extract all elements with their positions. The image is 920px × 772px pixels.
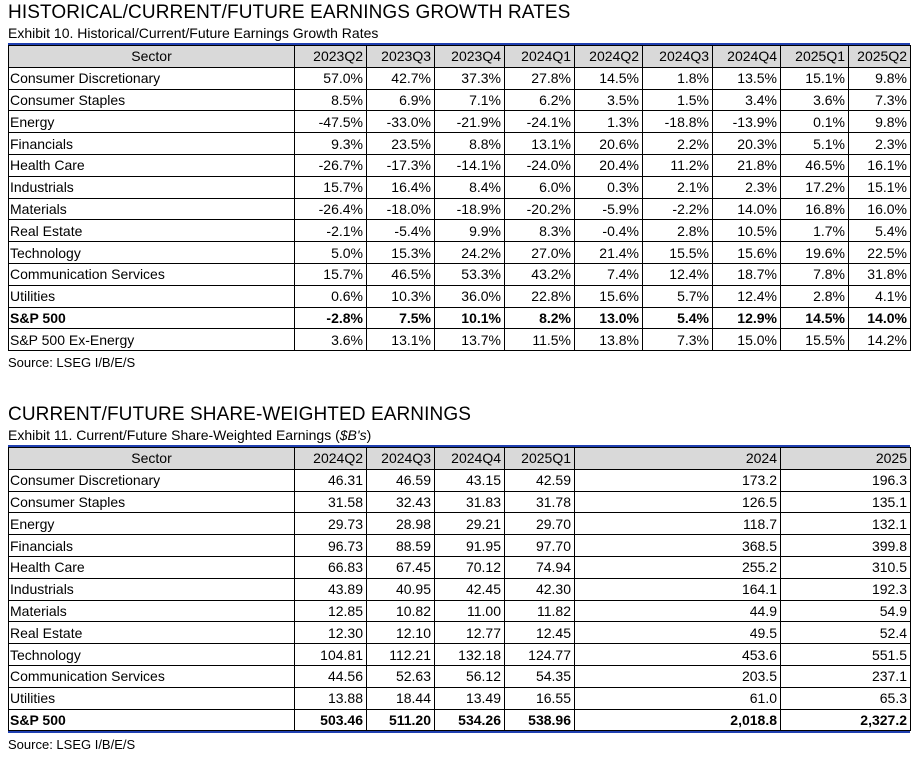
value-cell: 192.3	[781, 578, 911, 600]
value-cell: 54.9	[781, 600, 911, 622]
value-cell: 43.89	[295, 578, 367, 600]
column-header: 2024Q3	[367, 448, 435, 470]
value-cell: 7.8%	[781, 263, 849, 285]
value-cell: 42.30	[505, 578, 575, 600]
value-cell: -24.0%	[505, 154, 575, 176]
value-cell: 11.5%	[505, 329, 575, 351]
value-cell: 453.6	[575, 644, 781, 666]
value-cell: 13.88	[295, 687, 367, 709]
table-row	[9, 67, 911, 89]
column-header: 2024	[575, 448, 781, 470]
value-cell: 13.1%	[367, 329, 435, 351]
value-cell: 538.96	[505, 709, 575, 731]
growth-rates-table	[8, 45, 911, 351]
value-cell: 14.5%	[575, 67, 643, 89]
value-cell: 8.5%	[295, 89, 367, 111]
sector-label: S&P 500	[9, 709, 295, 731]
value-cell: 9.8%	[849, 111, 911, 133]
value-cell: 20.6%	[575, 133, 643, 155]
value-cell: 12.30	[295, 622, 367, 644]
table-row	[9, 469, 911, 491]
value-cell: 2.8%	[643, 220, 713, 242]
share-weighted-earnings-table	[8, 447, 911, 731]
column-header: 2024Q4	[435, 448, 505, 470]
value-cell: 32.43	[367, 491, 435, 513]
exhibit-11-title-suffix: )	[366, 427, 372, 443]
sector-label: Health Care	[9, 154, 295, 176]
value-cell: 2.2%	[643, 133, 713, 155]
value-cell: 5.4%	[643, 307, 713, 329]
value-cell: 67.45	[367, 556, 435, 578]
value-cell: 12.4%	[643, 263, 713, 285]
value-cell: 22.8%	[505, 285, 575, 307]
value-cell: 44.9	[575, 600, 781, 622]
value-cell: 15.1%	[781, 67, 849, 89]
value-cell: 2,018.8	[575, 709, 781, 731]
value-cell: 7.3%	[849, 89, 911, 111]
value-cell: 70.12	[435, 556, 505, 578]
value-cell: -24.1%	[505, 111, 575, 133]
value-cell: 18.44	[367, 687, 435, 709]
growth-rates-header-row	[9, 46, 911, 68]
value-cell: 7.1%	[435, 89, 505, 111]
column-header: 2024Q4	[713, 46, 781, 68]
value-cell: 14.0%	[713, 198, 781, 220]
value-cell: 0.6%	[295, 285, 367, 307]
table-row	[9, 242, 911, 264]
value-cell: 14.5%	[781, 307, 849, 329]
value-cell: 46.59	[367, 469, 435, 491]
value-cell: 3.6%	[295, 329, 367, 351]
sector-label: Real Estate	[9, 622, 295, 644]
value-cell: 88.59	[367, 535, 435, 557]
value-cell: 20.3%	[713, 133, 781, 155]
value-cell: 8.2%	[505, 307, 575, 329]
value-cell: 57.0%	[295, 67, 367, 89]
value-cell: 9.8%	[849, 67, 911, 89]
value-cell: 511.20	[367, 709, 435, 731]
value-cell: 124.77	[505, 644, 575, 666]
value-cell: 29.70	[505, 513, 575, 535]
value-cell: 173.2	[575, 469, 781, 491]
table-row	[9, 220, 911, 242]
value-cell: 15.7%	[295, 176, 367, 198]
value-cell: 196.3	[781, 469, 911, 491]
value-cell: 29.73	[295, 513, 367, 535]
value-cell: 118.7	[575, 513, 781, 535]
value-cell: 15.6%	[575, 285, 643, 307]
table-row	[9, 687, 911, 709]
value-cell: 3.4%	[713, 89, 781, 111]
value-cell: 8.4%	[435, 176, 505, 198]
table-row	[9, 709, 911, 731]
value-cell: -2.8%	[295, 307, 367, 329]
value-cell: 21.8%	[713, 154, 781, 176]
earnings-header-row	[9, 448, 911, 470]
sector-label: Health Care	[9, 556, 295, 578]
column-header: Sector	[9, 448, 295, 470]
value-cell: 18.7%	[713, 263, 781, 285]
value-cell: 53.3%	[435, 263, 505, 285]
table-row	[9, 307, 911, 329]
value-cell: -18.9%	[435, 198, 505, 220]
value-cell: 97.70	[505, 535, 575, 557]
value-cell: 13.0%	[575, 307, 643, 329]
sector-label: Financials	[9, 535, 295, 557]
value-cell: -26.4%	[295, 198, 367, 220]
value-cell: 13.5%	[713, 67, 781, 89]
table-row	[9, 285, 911, 307]
exhibit-10-section	[8, 2, 910, 371]
sector-label: Utilities	[9, 285, 295, 307]
value-cell: 1.3%	[575, 111, 643, 133]
value-cell: 10.1%	[435, 307, 505, 329]
value-cell: 132.18	[435, 644, 505, 666]
value-cell: 6.9%	[367, 89, 435, 111]
column-header: 2024Q2	[575, 46, 643, 68]
sector-label: Consumer Staples	[9, 89, 295, 111]
value-cell: 40.95	[367, 578, 435, 600]
value-cell: 10.5%	[713, 220, 781, 242]
column-header: Sector	[9, 46, 295, 68]
value-cell: 42.45	[435, 578, 505, 600]
value-cell: 0.1%	[781, 111, 849, 133]
value-cell: 46.5%	[367, 263, 435, 285]
table-row	[9, 111, 911, 133]
value-cell: 9.3%	[295, 133, 367, 155]
exhibit-11-title-prefix: Exhibit 11. Current/Future Share-Weighted Earnings (	[8, 427, 340, 443]
exhibit-10-source: Source: LSEG I/B/E/S	[8, 355, 136, 371]
table-row	[9, 513, 911, 535]
value-cell: 7.3%	[643, 329, 713, 351]
value-cell: 16.4%	[367, 176, 435, 198]
value-cell: -18.8%	[643, 111, 713, 133]
value-cell: -18.0%	[367, 198, 435, 220]
sector-label: Consumer Discretionary	[9, 469, 295, 491]
value-cell: -2.2%	[643, 198, 713, 220]
sector-label: Energy	[9, 111, 295, 133]
value-cell: 5.7%	[643, 285, 713, 307]
value-cell: 8.8%	[435, 133, 505, 155]
value-cell: 61.0	[575, 687, 781, 709]
table-row	[9, 644, 911, 666]
value-cell: -14.1%	[435, 154, 505, 176]
column-header: 2025Q1	[505, 448, 575, 470]
table-row	[9, 535, 911, 557]
value-cell: -0.4%	[575, 220, 643, 242]
value-cell: 13.1%	[505, 133, 575, 155]
value-cell: 15.5%	[781, 329, 849, 351]
value-cell: 203.5	[575, 665, 781, 687]
value-cell: 43.2%	[505, 263, 575, 285]
value-cell: 399.8	[781, 535, 911, 557]
table-row	[9, 491, 911, 513]
value-cell: -5.9%	[575, 198, 643, 220]
growth-rates-body	[9, 67, 911, 350]
value-cell: 9.9%	[435, 220, 505, 242]
value-cell: 42.7%	[367, 67, 435, 89]
value-cell: 56.12	[435, 665, 505, 687]
value-cell: 24.2%	[435, 242, 505, 264]
value-cell: 66.83	[295, 556, 367, 578]
value-cell: 65.3	[781, 687, 911, 709]
value-cell: 91.95	[435, 535, 505, 557]
sector-label: S&P 500 Ex-Energy	[9, 329, 295, 351]
column-header: 2023Q2	[295, 46, 367, 68]
value-cell: 15.3%	[367, 242, 435, 264]
table-row	[9, 154, 911, 176]
value-cell: 104.81	[295, 644, 367, 666]
exhibit-11-heading: CURRENT/FUTURE SHARE-WEIGHTED EARNINGS	[8, 404, 471, 425]
value-cell: 16.0%	[849, 198, 911, 220]
table-row	[9, 665, 911, 687]
value-cell: 44.56	[295, 665, 367, 687]
value-cell: 31.83	[435, 491, 505, 513]
sector-label: Technology	[9, 644, 295, 666]
column-header: 2023Q3	[367, 46, 435, 68]
sector-label: Materials	[9, 198, 295, 220]
value-cell: 14.2%	[849, 329, 911, 351]
value-cell: 19.6%	[781, 242, 849, 264]
value-cell: 27.0%	[505, 242, 575, 264]
value-cell: 11.2%	[643, 154, 713, 176]
value-cell: 8.3%	[505, 220, 575, 242]
value-cell: 11.82	[505, 600, 575, 622]
table-row	[9, 198, 911, 220]
value-cell: 3.5%	[575, 89, 643, 111]
sector-label: Technology	[9, 242, 295, 264]
value-cell: 52.4	[781, 622, 911, 644]
table-row	[9, 622, 911, 644]
value-cell: -17.3%	[367, 154, 435, 176]
value-cell: 4.1%	[849, 285, 911, 307]
value-cell: 46.5%	[781, 154, 849, 176]
value-cell: -5.4%	[367, 220, 435, 242]
sector-label: Materials	[9, 600, 295, 622]
value-cell: 37.3%	[435, 67, 505, 89]
value-cell: -33.0%	[367, 111, 435, 133]
value-cell: 6.2%	[505, 89, 575, 111]
value-cell: 12.85	[295, 600, 367, 622]
exhibit-11-title	[8, 427, 910, 444]
column-header: 2024Q1	[505, 46, 575, 68]
exhibit-11-source: Source: LSEG I/B/E/S	[8, 737, 136, 753]
value-cell: 15.0%	[713, 329, 781, 351]
table-row	[9, 556, 911, 578]
value-cell: 10.3%	[367, 285, 435, 307]
sector-label: Communication Services	[9, 263, 295, 285]
table-row	[9, 578, 911, 600]
value-cell: 16.8%	[781, 198, 849, 220]
value-cell: 5.0%	[295, 242, 367, 264]
value-cell: 135.1	[781, 491, 911, 513]
sector-label: Communication Services	[9, 665, 295, 687]
value-cell: 14.0%	[849, 307, 911, 329]
value-cell: 0.3%	[575, 176, 643, 198]
value-cell: 237.1	[781, 665, 911, 687]
value-cell: -13.9%	[713, 111, 781, 133]
value-cell: 2.3%	[849, 133, 911, 155]
value-cell: 20.4%	[575, 154, 643, 176]
value-cell: 255.2	[575, 556, 781, 578]
value-cell: 132.1	[781, 513, 911, 535]
sector-label: Real Estate	[9, 220, 295, 242]
value-cell: 3.6%	[781, 89, 849, 111]
value-cell: -20.2%	[505, 198, 575, 220]
value-cell: 46.31	[295, 469, 367, 491]
value-cell: 49.5	[575, 622, 781, 644]
value-cell: 12.10	[367, 622, 435, 644]
table-row	[9, 133, 911, 155]
column-header: 2023Q4	[435, 46, 505, 68]
value-cell: -21.9%	[435, 111, 505, 133]
value-cell: 23.5%	[367, 133, 435, 155]
sector-label: Utilities	[9, 687, 295, 709]
value-cell: 310.5	[781, 556, 911, 578]
value-cell: 12.4%	[713, 285, 781, 307]
value-cell: 7.4%	[575, 263, 643, 285]
column-header: 2024Q2	[295, 448, 367, 470]
value-cell: -26.7%	[295, 154, 367, 176]
column-header: 2025Q2	[849, 46, 911, 68]
column-header: 2025	[781, 448, 911, 470]
value-cell: 54.35	[505, 665, 575, 687]
table-row	[9, 263, 911, 285]
sector-label: Financials	[9, 133, 295, 155]
value-cell: 5.1%	[781, 133, 849, 155]
value-cell: 2.8%	[781, 285, 849, 307]
value-cell: 31.58	[295, 491, 367, 513]
value-cell: 15.5%	[643, 242, 713, 264]
sector-label: Energy	[9, 513, 295, 535]
sector-label: Consumer Discretionary	[9, 67, 295, 89]
value-cell: 6.0%	[505, 176, 575, 198]
value-cell: 1.5%	[643, 89, 713, 111]
exhibit-10-title: Exhibit 10. Historical/Current/Future Earnings Growth Rates	[8, 25, 379, 41]
table-row	[9, 176, 911, 198]
value-cell: 43.15	[435, 469, 505, 491]
exhibit-10-heading: HISTORICAL/CURRENT/FUTURE EARNINGS GROWTH RATES	[8, 2, 571, 23]
table-row	[9, 89, 911, 111]
value-cell: 126.5	[575, 491, 781, 513]
value-cell: 13.49	[435, 687, 505, 709]
exhibit-11-bottom-rule	[8, 731, 910, 733]
value-cell: 2.1%	[643, 176, 713, 198]
earnings-body	[9, 469, 911, 731]
value-cell: 36.0%	[435, 285, 505, 307]
value-cell: 7.5%	[367, 307, 435, 329]
value-cell: 12.77	[435, 622, 505, 644]
value-cell: 74.94	[505, 556, 575, 578]
value-cell: 13.8%	[575, 329, 643, 351]
value-cell: -47.5%	[295, 111, 367, 133]
value-cell: 368.5	[575, 535, 781, 557]
value-cell: 31.8%	[849, 263, 911, 285]
value-cell: 503.46	[295, 709, 367, 731]
value-cell: 15.6%	[713, 242, 781, 264]
value-cell: 29.21	[435, 513, 505, 535]
value-cell: 12.45	[505, 622, 575, 644]
value-cell: 2,327.2	[781, 709, 911, 731]
value-cell: 31.78	[505, 491, 575, 513]
value-cell: 16.1%	[849, 154, 911, 176]
value-cell: 10.82	[367, 600, 435, 622]
value-cell: 27.8%	[505, 67, 575, 89]
value-cell: 12.9%	[713, 307, 781, 329]
value-cell: 15.7%	[295, 263, 367, 285]
value-cell: 534.26	[435, 709, 505, 731]
value-cell: 21.4%	[575, 242, 643, 264]
value-cell: 15.1%	[849, 176, 911, 198]
value-cell: 112.21	[367, 644, 435, 666]
value-cell: -2.1%	[295, 220, 367, 242]
table-row	[9, 329, 911, 351]
value-cell: 5.4%	[849, 220, 911, 242]
value-cell: 42.59	[505, 469, 575, 491]
table-row	[9, 600, 911, 622]
value-cell: 164.1	[575, 578, 781, 600]
value-cell: 52.63	[367, 665, 435, 687]
column-header: 2024Q3	[643, 46, 713, 68]
exhibit-11-title-units: $B's	[339, 427, 367, 443]
column-header: 2025Q1	[781, 46, 849, 68]
value-cell: 11.00	[435, 600, 505, 622]
value-cell: 17.2%	[781, 176, 849, 198]
sector-label: S&P 500	[9, 307, 295, 329]
exhibit-11-section	[8, 404, 910, 753]
value-cell: 1.8%	[643, 67, 713, 89]
value-cell: 2.3%	[713, 176, 781, 198]
sector-label: Industrials	[9, 578, 295, 600]
value-cell: 96.73	[295, 535, 367, 557]
value-cell: 28.98	[367, 513, 435, 535]
value-cell: 16.55	[505, 687, 575, 709]
sector-label: Consumer Staples	[9, 491, 295, 513]
value-cell: 13.7%	[435, 329, 505, 351]
value-cell: 551.5	[781, 644, 911, 666]
value-cell: 22.5%	[849, 242, 911, 264]
value-cell: 1.7%	[781, 220, 849, 242]
sector-label: Industrials	[9, 176, 295, 198]
